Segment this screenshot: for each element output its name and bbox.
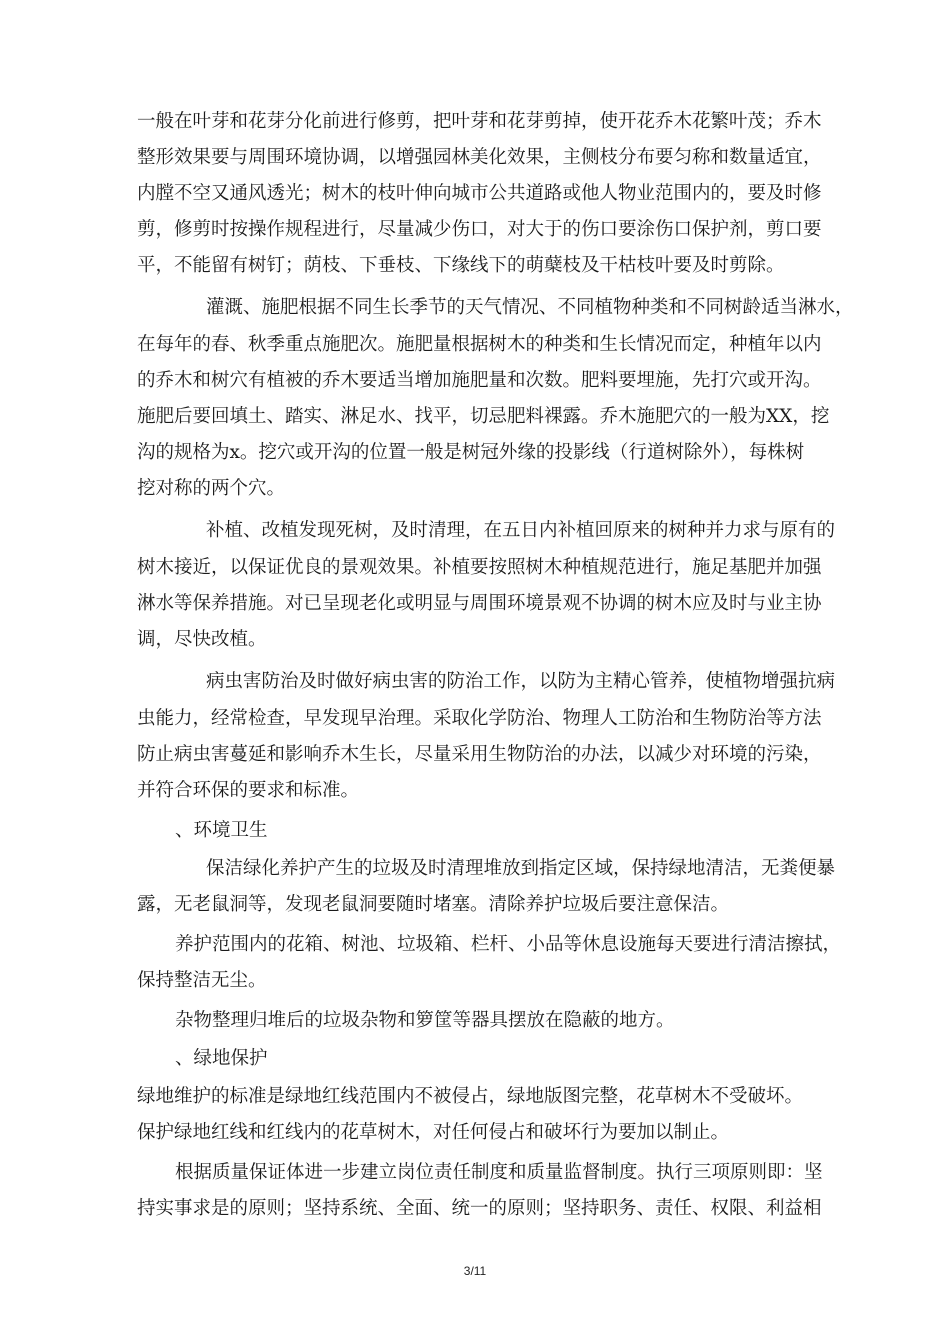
body-line: 剪，修剪时按操作规程进行，尽量减少伤口，对大于的伤口要涂伤口保护剂，剪口要: [137, 219, 822, 240]
body-line: 在每年的春、秋季重点施肥次。施肥量根据树木的种类和生长情况而定，种植年以内: [137, 334, 822, 355]
section-heading: 、环境卫生: [175, 820, 268, 841]
body-line: 虫能力，经常检查，早发现早治理。采取化学防治、物理人工防治和生物防治等方法: [137, 708, 822, 729]
body-line: 调，尽快改植。: [137, 629, 267, 650]
body-line: 平，不能留有树钉；荫枝、下垂枝、下缘线下的萌蘖枝及干枯枝叶要及时剪除。: [137, 255, 785, 276]
body-line: 保护绿地红线和红线内的花草树木，对任何侵占和破坏行为要加以制止。: [137, 1122, 730, 1143]
body-line: 病虫害防治及时做好病虫害的防治工作，以防为主精心管养，使植物增强抗病: [206, 671, 836, 692]
body-line: 防止病虫害蔓延和影响乔木生长，尽量采用生物防治的办法，以减少对环境的污染，: [137, 744, 822, 765]
body-line: 补植、改植发现死树，及时清理，在五日内补植回原来的树种并力求与原有的: [206, 520, 836, 541]
body-line: 沟的规格为x。挖穴或开沟的位置一般是树冠外缘的投影线（行道树除外），每株树: [137, 442, 805, 463]
body-line: 养护范围内的花箱、树池、垃圾箱、栏杆、小品等休息设施每天要进行清洁擦拭，: [175, 934, 842, 955]
body-line: 施肥后要回填土、踏实、淋足水、找平，切忌肥料裸露。乔木施肥穴的一般为XX，挖: [137, 406, 830, 427]
body-line: 整形效果要与周围环境协调，以增强园林美化效果，主侧枝分布要匀称和数量适宜，: [137, 147, 822, 168]
body-line: 保持整洁无尘。: [137, 970, 267, 991]
body-line: 杂物整理归堆后的垃圾杂物和箩筐等器具摆放在隐蔽的地方。: [175, 1010, 675, 1031]
page-number: 3/11: [463, 1264, 487, 1278]
body-line: 树木接近，以保证优良的景观效果。补植要按照树木种植规范进行，施足基肥并加强: [137, 557, 822, 578]
body-line: 保洁绿化养护产生的垃圾及时清理堆放到指定区域，保持绿地清洁，无粪便暴: [206, 858, 836, 879]
body-line: 内膛不空又通风透光；树木的枝叶伸向城市公共道路或他人物业范围内的，要及时修: [137, 183, 822, 204]
section-heading: 、绿地保护: [175, 1048, 268, 1069]
body-line: 淋水等保养措施。对已呈现老化或明显与周围环境景观不协调的树木应及时与业主协: [137, 593, 822, 614]
body-line: 绿地维护的标准是绿地红线范围内不被侵占，绿地版图完整，花草树木不受破坏。: [137, 1086, 804, 1107]
body-line: 灌溉、施肥根据不同生长季节的天气情况、不同植物种类和不同树龄适当淋水，: [206, 297, 854, 318]
body-line: 露，无老鼠洞等，发现老鼠洞要随时堵塞。清除养护垃圾后要注意保洁。: [137, 894, 730, 915]
body-line: 挖对称的两个穴。: [137, 478, 286, 499]
body-line: 一般在叶芽和花芽分化前进行修剪，把叶芽和花芽剪掉，使开花乔木花繁叶茂；乔木: [137, 111, 822, 132]
body-line: 根据质量保证体进一步建立岗位责任制度和质量监督制度。执行三项原则即：坚: [175, 1162, 823, 1183]
body-line: 并符合环保的要求和标准。: [137, 780, 360, 801]
body-line: 持实事求是的原则；坚持系统、全面、统一的原则；坚持职务、责任、权限、利益相: [137, 1198, 822, 1219]
body-line: 的乔木和树穴有植被的乔木要适当增加施肥量和次数。肥料要埋施，先打穴或开沟。: [137, 370, 822, 391]
